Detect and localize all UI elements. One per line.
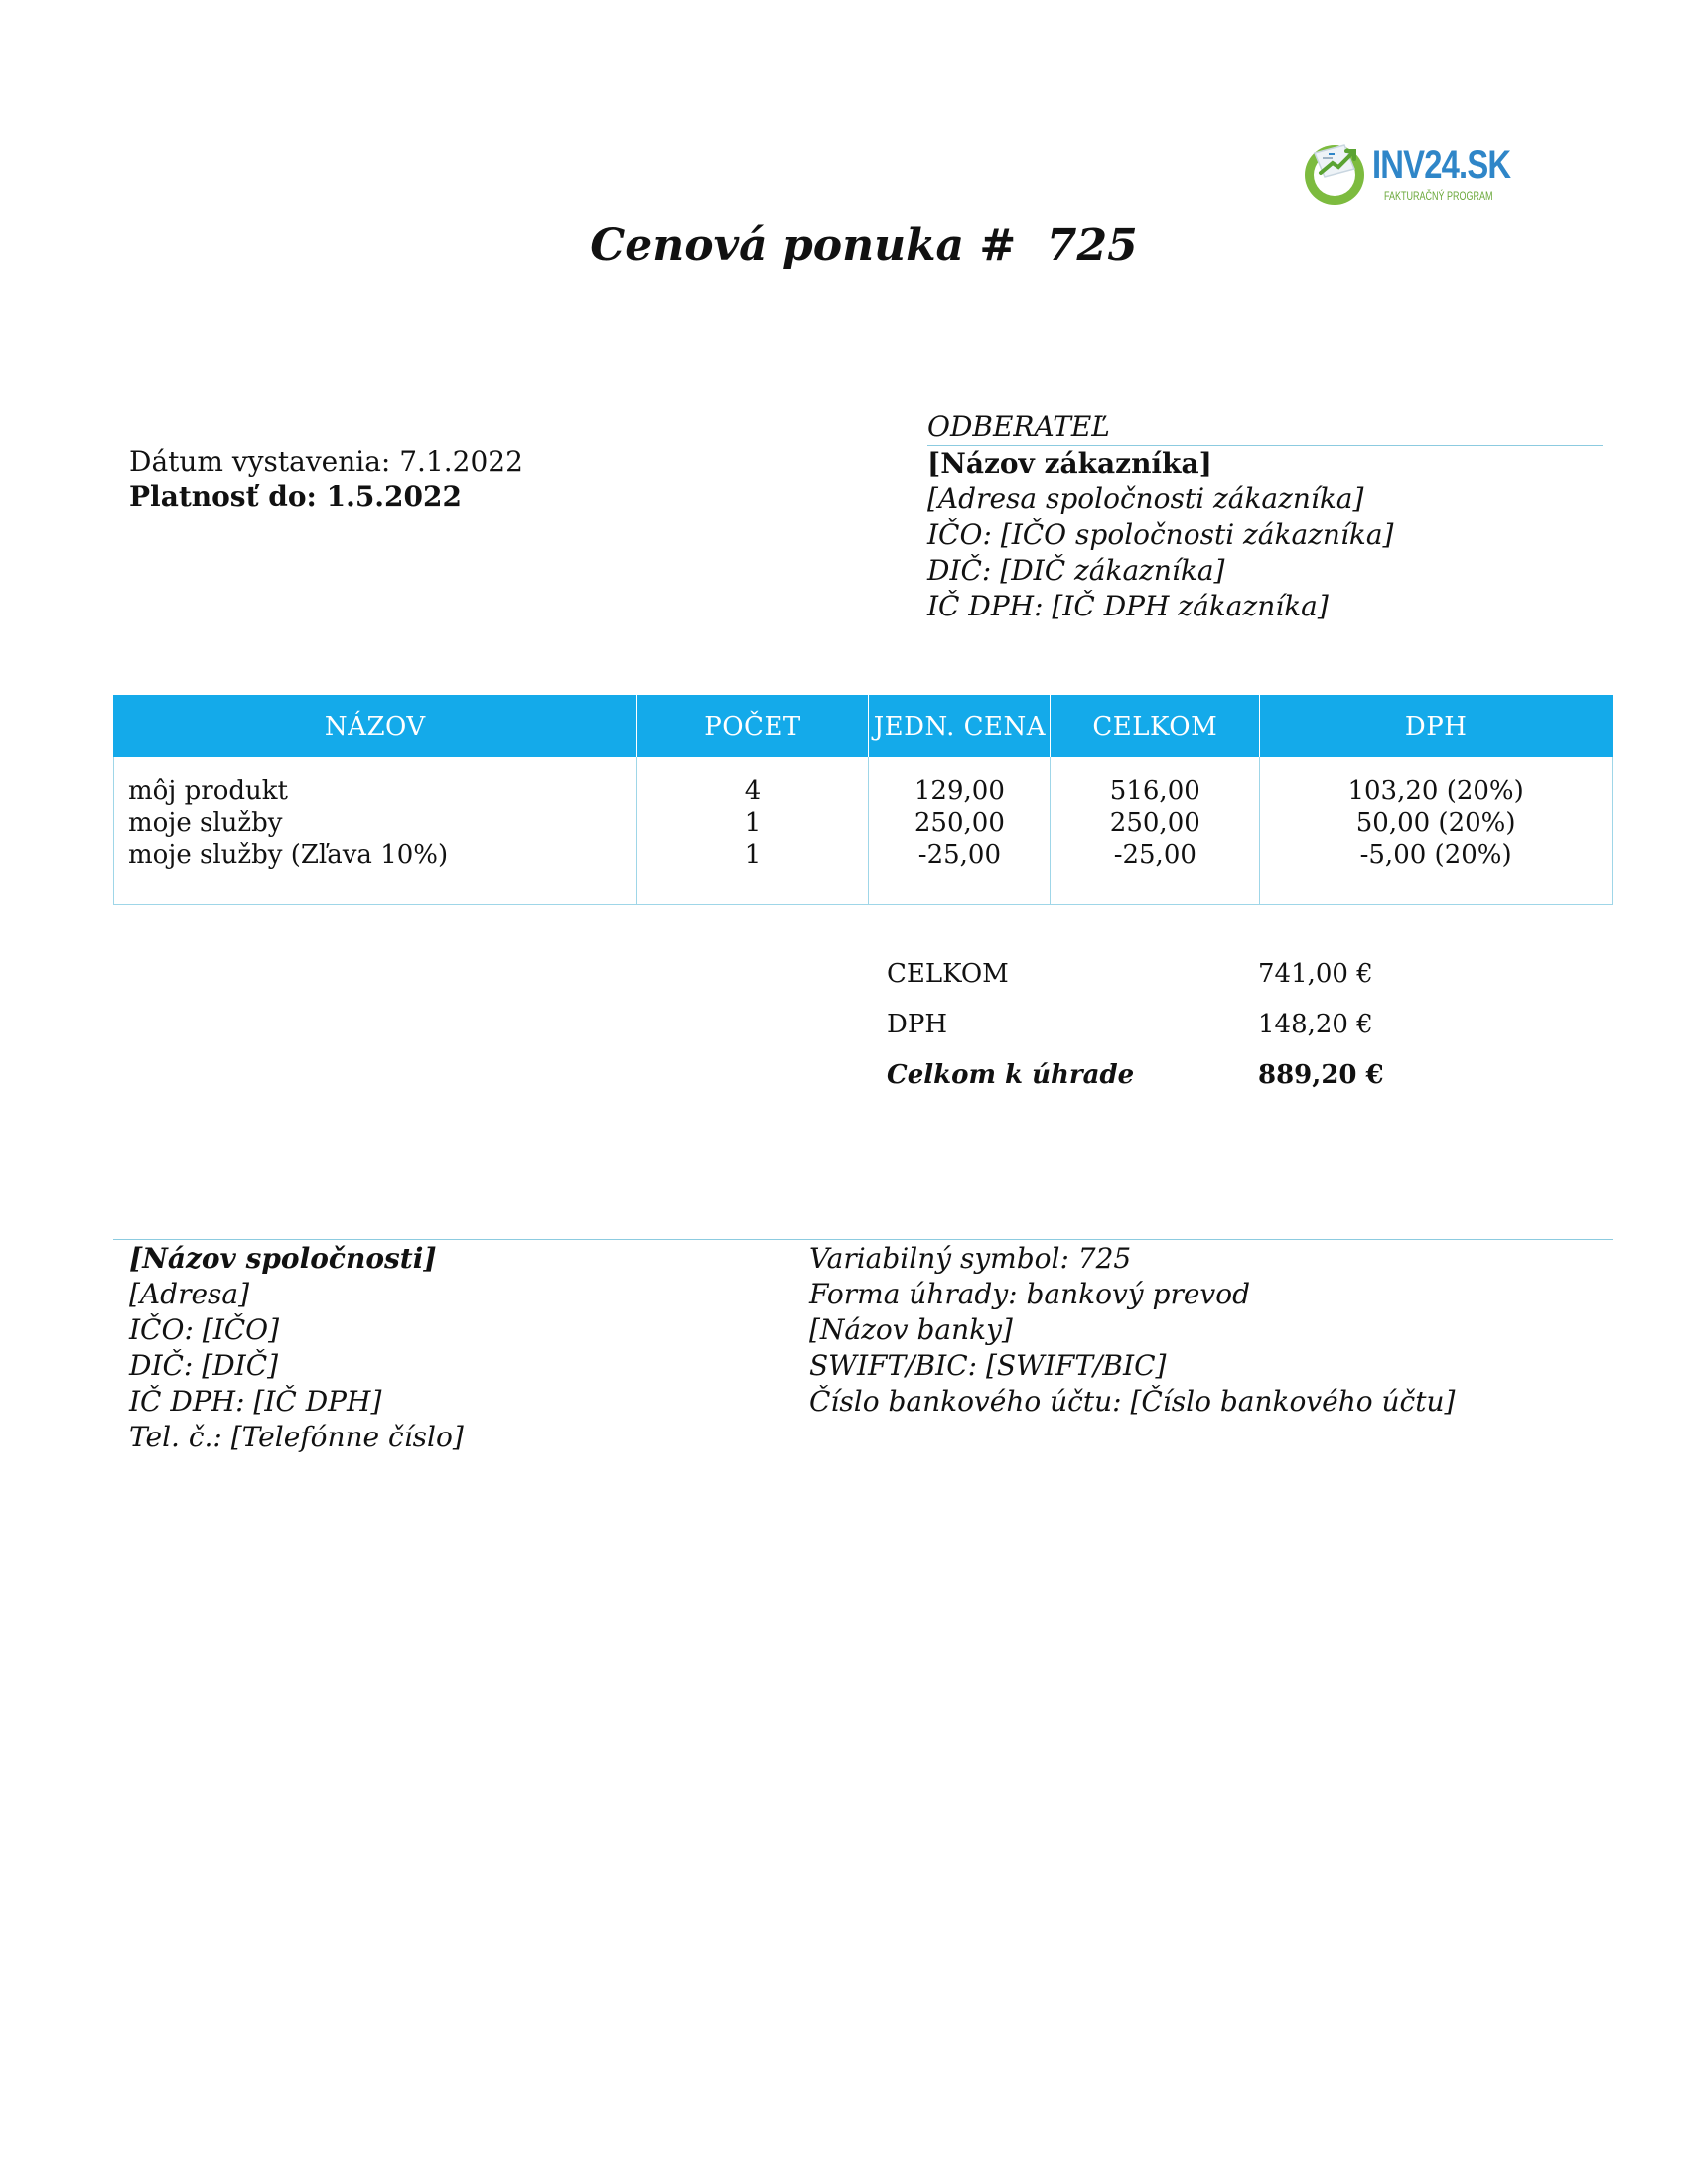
seller-dic: DIČ: [DIČ]: [129, 1349, 279, 1382]
item-unit-price: -25,00: [917, 840, 1001, 870]
item-unit-price: 250,00: [914, 808, 1005, 838]
table-header-row: [114, 696, 1613, 758]
vat-total-value: 148,20 €: [1258, 1010, 1373, 1039]
variable-symbol: Variabilný symbol: 725: [809, 1242, 1132, 1275]
dates-block: [129, 444, 523, 515]
vat-total-label: DPH: [887, 1010, 948, 1039]
valid-until-date: Platnosť do: 1.5.2022: [129, 480, 462, 513]
grand-total-row: [887, 1060, 1383, 1111]
seller-block: [129, 1241, 464, 1455]
subtotal-row: [887, 959, 1383, 1010]
table-body-row: [114, 757, 1613, 904]
item-vat: 50,00 (20%): [1355, 808, 1516, 838]
item-name: môj produkt: [128, 776, 288, 806]
buyer-ico: IČO: [IČO spoločnosti zákazníka]: [927, 518, 1394, 551]
items-table: [113, 695, 1613, 905]
item-total: 516,00: [1109, 776, 1200, 806]
seller-icdph: IČ DPH: [IČ DPH]: [129, 1385, 382, 1418]
item-count: 1: [744, 808, 762, 838]
footer-divider: [113, 1239, 1613, 1240]
swift-bic: SWIFT/BIC: [SWIFT/BIC]: [809, 1349, 1167, 1382]
item-vat: -5,00 (20%): [1359, 840, 1512, 870]
unit-price-column: [869, 757, 1051, 904]
buyer-name: [Názov zákazníka]: [927, 447, 1212, 479]
seller-address: [Adresa]: [129, 1278, 250, 1310]
document-title: Cenová ponuka # 725: [590, 220, 1138, 271]
header-name: NÁZOV: [114, 696, 637, 758]
totals-block: [887, 959, 1383, 1111]
bank-name: [Názov banky]: [809, 1313, 1013, 1346]
item-total: 250,00: [1109, 808, 1200, 838]
seller-name: [Názov spoločnosti]: [129, 1242, 437, 1275]
buyer-address: [Adresa spoločnosti zákazníka]: [927, 482, 1364, 515]
inv24-logo-icon: [1301, 139, 1368, 206]
logo-title: INV24.SK: [1372, 143, 1511, 187]
buyer-icdph: IČ DPH: [IČ DPH zákazníka]: [927, 590, 1329, 622]
bank-account: Číslo bankového účtu: [Číslo bankového účtu]: [809, 1385, 1456, 1418]
header-unit-price: JEDN. CENA: [869, 696, 1051, 758]
name-column: [114, 757, 637, 904]
buyer-label: ODBERATEĽ: [927, 409, 1603, 446]
grand-total-value: 889,20 €: [1258, 1060, 1384, 1090]
item-count: 1: [744, 840, 762, 870]
buyer-dic: DIČ: [DIČ zákazníka]: [927, 554, 1225, 587]
vat-total-row: [887, 1010, 1383, 1060]
item-count: 4: [744, 776, 762, 806]
buyer-block: [927, 409, 1603, 624]
payment-method: Forma úhrady: bankový prevod: [809, 1278, 1250, 1310]
subtotal-value: 741,00 €: [1258, 959, 1373, 989]
logo-subtitle: FAKTURAČNÝ PROGRAM: [1384, 189, 1493, 203]
item-total: -25,00: [1113, 840, 1196, 870]
count-column: [636, 757, 869, 904]
grand-total-label: Celkom k úhrade: [887, 1060, 1135, 1090]
header-total: CELKOM: [1051, 696, 1260, 758]
item-unit-price: 129,00: [914, 776, 1005, 806]
total-column: [1051, 757, 1260, 904]
item-vat: 103,20 (20%): [1347, 776, 1524, 806]
seller-phone: Tel. č.: [Telefónne číslo]: [129, 1421, 464, 1453]
company-logo: [1301, 137, 1511, 211]
item-name: moje služby: [128, 808, 283, 838]
header-vat: DPH: [1260, 696, 1613, 758]
issue-date: Dátum vystavenia: 7.1.2022: [129, 445, 523, 478]
payment-block: [809, 1241, 1455, 1420]
header-count: POČET: [636, 696, 869, 758]
item-name: moje služby (Zľava 10%): [128, 840, 449, 870]
subtotal-label: CELKOM: [887, 959, 1009, 989]
seller-ico: IČO: [IČO]: [129, 1313, 280, 1346]
vat-column: [1260, 757, 1613, 904]
